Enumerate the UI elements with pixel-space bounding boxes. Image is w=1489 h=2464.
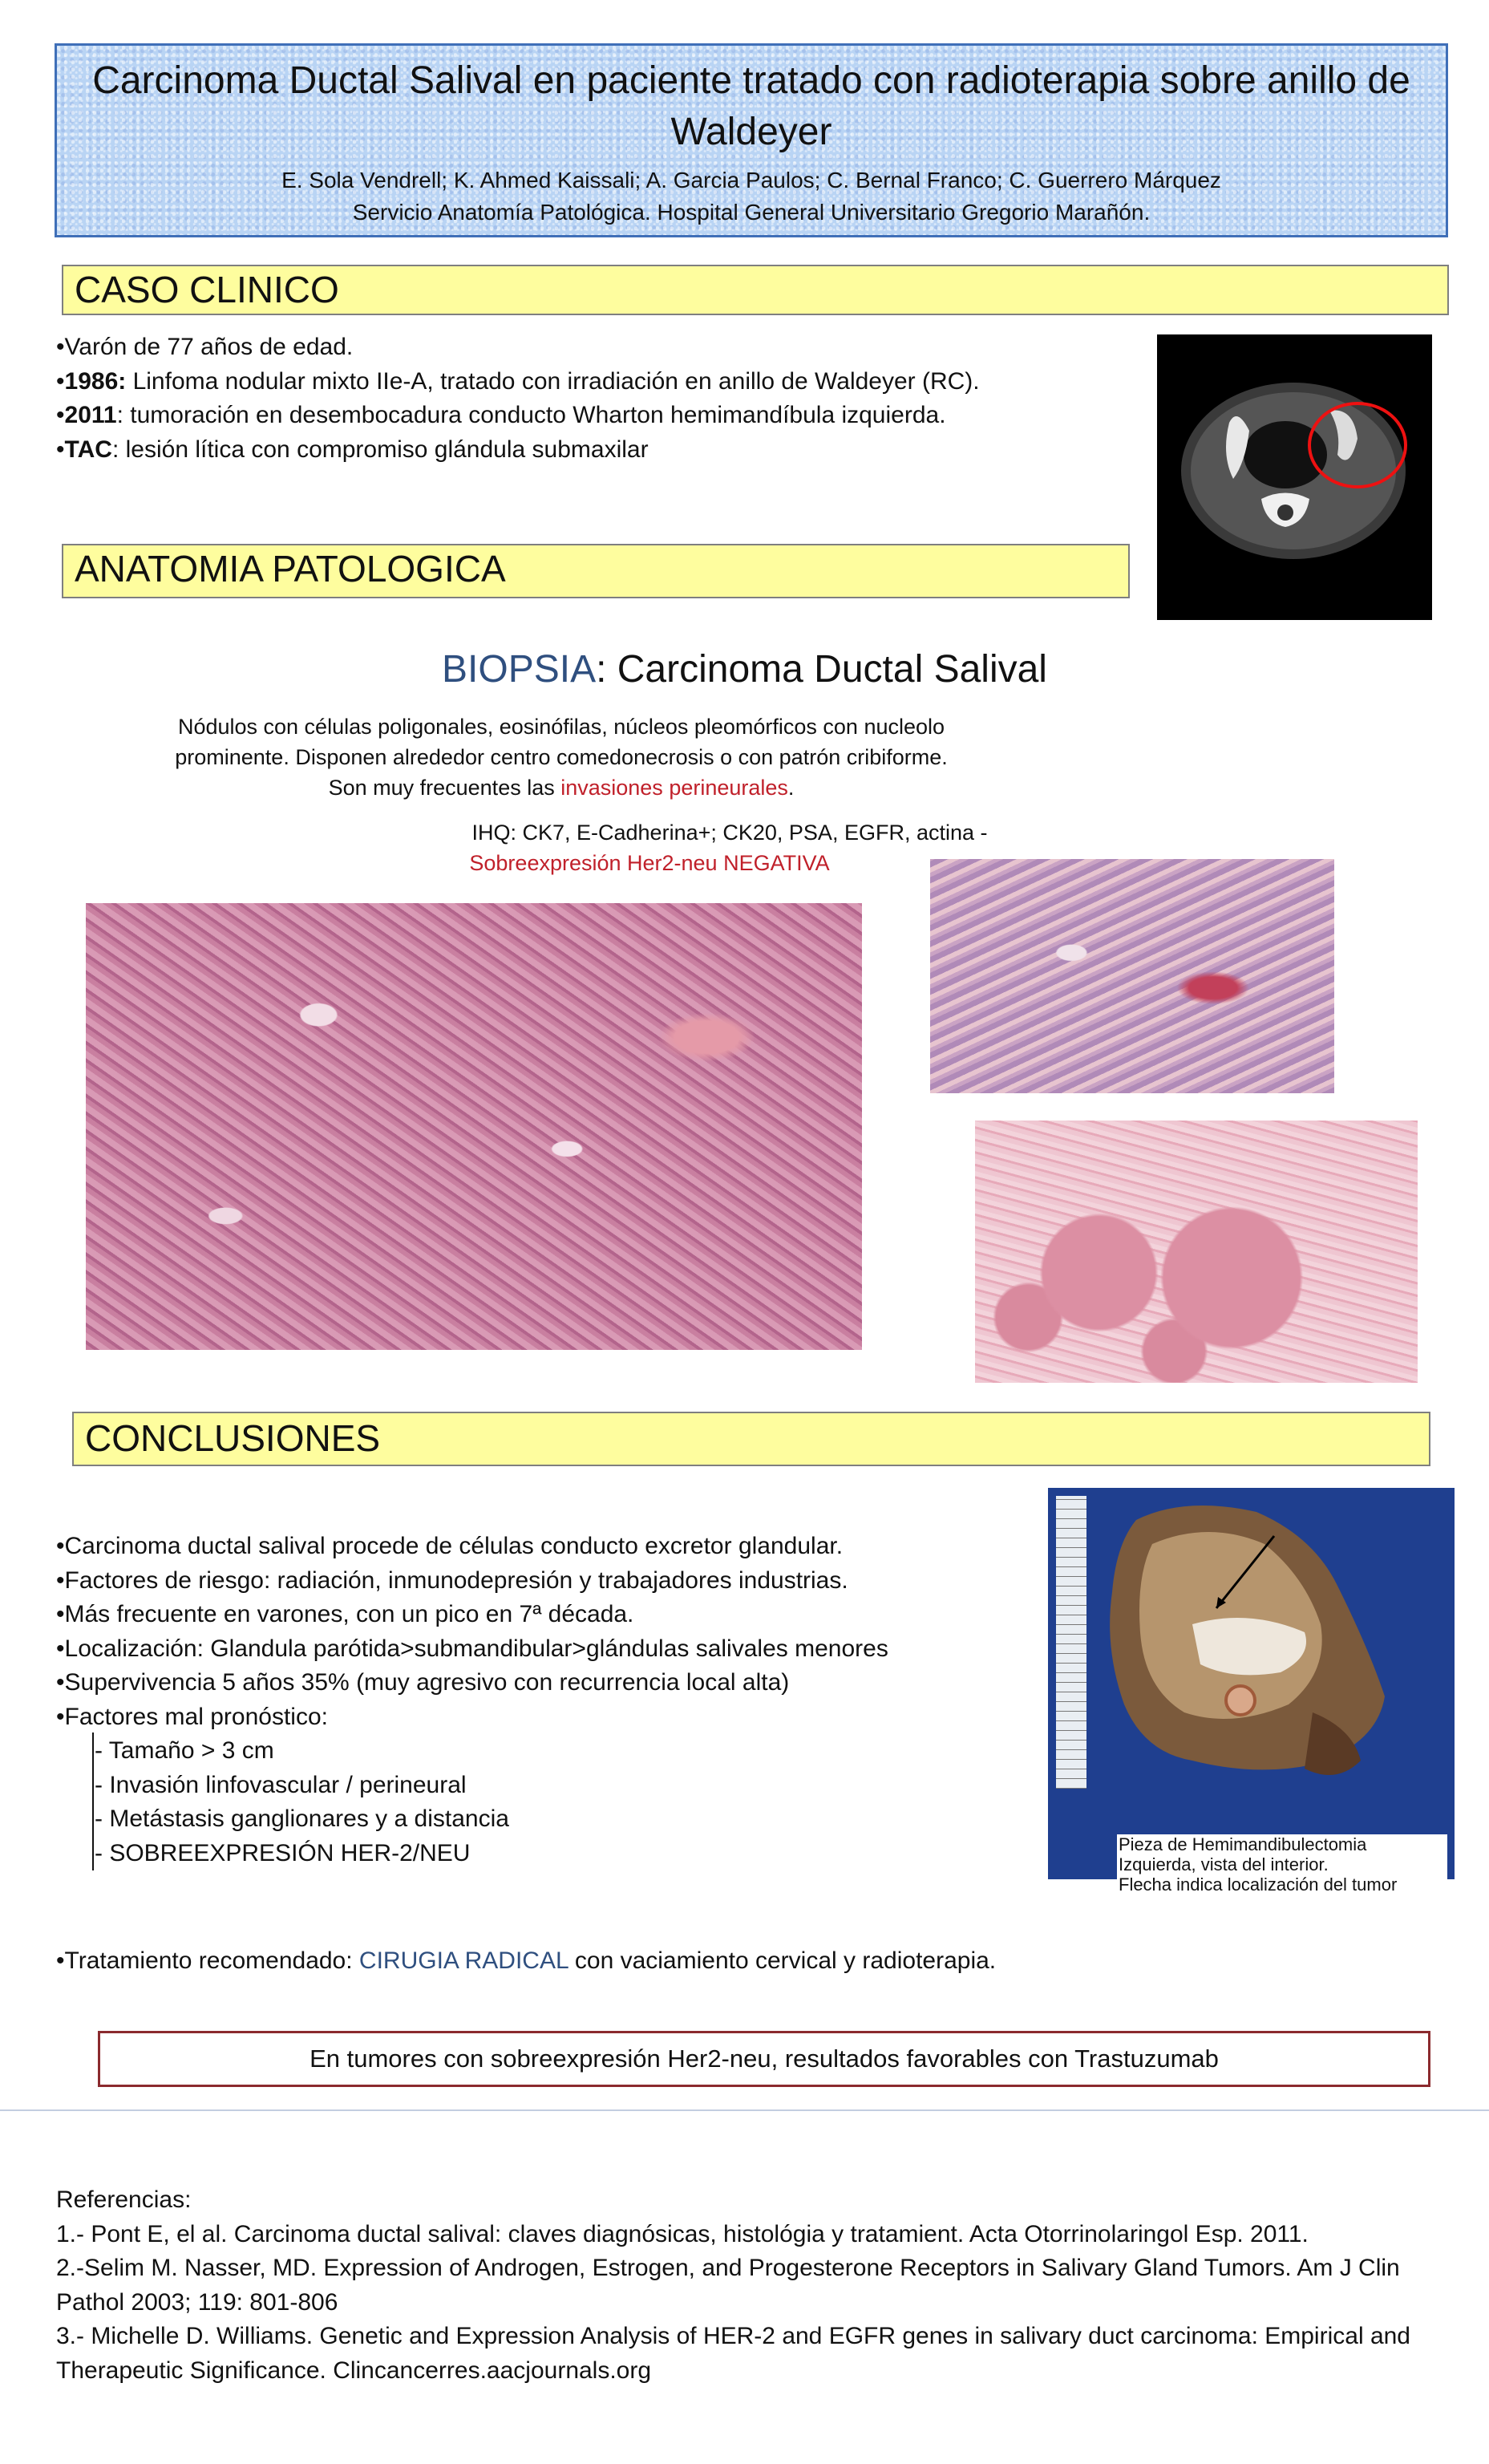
caption-line: Izquierda, vista del interior. (1119, 1854, 1329, 1874)
authors: E. Sola Vendrell; K. Ahmed Kaissali; A. Garcia Paulos; C. Bernal Franco; C. Guerrero Márquez (281, 168, 1221, 192)
case-item (56, 433, 1163, 468)
conclusion-item: •Carcinoma ductal salival procede de células conducto excretor glandular. (56, 1533, 844, 1559)
histology-image-top-right (930, 859, 1334, 1093)
factor-text: Metástasis ganglionares y a distancia (109, 1805, 509, 1832)
biopsy-lead: BIOPSIA (442, 648, 597, 691)
case-item-bold: TAC (64, 436, 112, 463)
prognosis-factor (95, 1769, 1058, 1803)
ct-scan-drawing (1157, 334, 1432, 620)
factor-dash: - (95, 1737, 109, 1764)
prognosis-factor (95, 1837, 1058, 1871)
biopsy-title (0, 646, 1489, 694)
factor-text: SOBREEXPRESIÓN HER-2/NEU (109, 1839, 471, 1866)
bullet: • (56, 334, 65, 360)
desc-text: Son muy frecuentes las (328, 776, 561, 800)
bullet: • (56, 436, 65, 463)
case-item (56, 365, 1163, 399)
section-header-caso-clinico: CASO CLINICO (62, 265, 1449, 315)
histology-image-main (86, 903, 862, 1350)
case-item-bold: 2011 (64, 402, 117, 428)
specimen-photo (1048, 1488, 1455, 1895)
histology-image-bottom-right (975, 1121, 1418, 1383)
factor-dash: - (95, 1805, 110, 1832)
institution: Servicio Anatomía Patológica. Hospital General Universitario Gregorio Marañón. (352, 200, 1151, 225)
section-header-anatomia-patologica: ANATOMIA PATOLOGICA (62, 544, 1130, 598)
factor-text: Tamaño > 3 cm (108, 1737, 274, 1764)
case-item (56, 399, 1163, 433)
treatment-text: con vaciamiento cervical y radioterapia. (568, 1947, 997, 1974)
ihq-markers: IHQ: CK7, E-Cadherina+; CK20, PSA, EGFR, actina - (471, 821, 988, 845)
prognosis-factor (95, 1734, 1058, 1769)
factor-dash: - (95, 1771, 110, 1798)
reference-item: 1.- Pont E, el al. Carcinoma ductal salival: claves diagnósicas, histológia y tratamient. Acta Otorrinolaringol Esp. 2011. (56, 2220, 1309, 2247)
biopsy-desc-line: prominente. Disponen alrededor centro comedonecrosis o con patrón cribiforme. (175, 745, 948, 769)
factor-bracket (92, 1801, 94, 1836)
references (56, 2183, 1435, 2388)
treatment-line (56, 1944, 996, 1978)
trastuzumab-banner: En tumores con sobreexpresión Her2-neu, resultados favorables con Trastuzumab (98, 2031, 1430, 2087)
conclusion-list (56, 1530, 1058, 1870)
biopsy-diagnosis: : Carcinoma Ductal Salival (596, 648, 1047, 691)
factor-bracket (92, 1835, 94, 1870)
case-item (56, 330, 1163, 365)
ct-scan-image (1157, 334, 1432, 620)
biopsy-desc-line: Nódulos con células poligonales, eosinófilas, núcleos pleomórficos con nucleolo (177, 715, 945, 739)
references-heading: Referencias: (56, 2186, 192, 2213)
factor-bracket (92, 1767, 94, 1802)
conclusion-item: •Factores de riesgo: radiación, inmunodepresión y trabajadores industrias. (56, 1566, 848, 1594)
specimen-caption (1117, 1834, 1447, 1895)
conclusion-item: •Localización: Glandula parótida>submandibular>glándulas salivales menores (56, 1635, 888, 1662)
bullet: • (56, 402, 65, 428)
conclusion-item: •Factores mal pronóstico: (56, 1703, 328, 1730)
case-item-text: : lesión lítica con compromiso glándula submaxilar (111, 436, 649, 463)
reference-item: 3.- Michelle D. Williams. Genetic and Expression Analysis of HER-2 and EGFR genes in salivary duct carcinoma: Empirical and Therapeutic Significance. Clincancerres.aacjournals.org (56, 2323, 1410, 2384)
desc-text: . (787, 776, 795, 800)
reference-item: 2.-Selim M. Nasser, MD. Expression of Androgen, Estrogen, and Progesterone Receptors in Salivary Gland Tumors. Am J Clin Pathol 2003; 119: 801-806 (56, 2255, 1400, 2316)
poster-title: Carcinoma Ductal Salival en paciente tratado con radioterapia sobre anillo de Waldeyer (92, 59, 1410, 153)
biopsy-description (160, 711, 962, 803)
case-item-text: Linfoma nodular mixto IIe-A, tratado con irradiación en anillo de Waldeyer (RC). (126, 367, 980, 395)
conclusion-item: •Más frecuente en varones, con un pico en 7ª década. (56, 1601, 634, 1627)
treatment-text: •Tratamiento recomendado: (56, 1947, 359, 1974)
case-item-bold: 1986: (64, 367, 127, 395)
factor-dash: - (95, 1839, 110, 1866)
section-header-conclusiones: CONCLUSIONES (72, 1412, 1430, 1466)
biopsy-desc-line (160, 772, 962, 803)
prognosis-factor (95, 1802, 1058, 1837)
factor-text: Invasión linfovascular / perineural (109, 1771, 467, 1798)
caption-line: Flecha indica localización del tumor (1119, 1874, 1398, 1895)
factor-bracket (92, 1732, 94, 1768)
section-divider (0, 2109, 1489, 2111)
bullet: • (56, 367, 65, 395)
radical-surgery-text: CIRUGIA RADICAL (358, 1947, 568, 1974)
case-item-text: Varón de 77 años de edad. (64, 334, 354, 360)
case-item-text: : tumoración en desembocadura conducto Wharton hemimandíbula izquierda. (116, 402, 946, 428)
caption-line: Pieza de Hemimandibulectomia (1119, 1834, 1367, 1854)
her2-status: Sobreexpresión Her2-neu NEGATIVA (469, 851, 830, 875)
conclusion-item: •Supervivencia 5 años 35% (muy agresivo con recurrencia local alta) (56, 1669, 790, 1696)
case-list (56, 330, 1163, 467)
title-banner (55, 43, 1448, 237)
specimen-drawing (1048, 1488, 1455, 1879)
perineural-invasion-text: invasiones perineurales (560, 776, 788, 800)
